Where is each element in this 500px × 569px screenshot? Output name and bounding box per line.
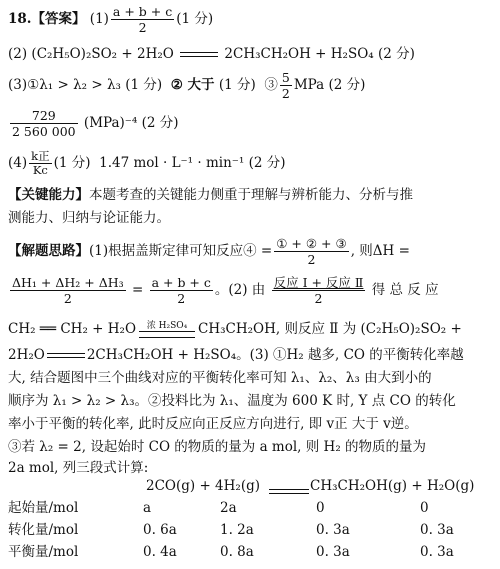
table-cell: 0. 3a — [316, 544, 350, 560]
thinking-line-4 — [8, 346, 464, 364]
hess-num: ① + ② + ③ — [276, 236, 347, 251]
part1-numerator: a + b + c — [112, 4, 173, 19]
condition-arrow — [139, 321, 195, 338]
condition-text: 浓 H₂SO₄ — [146, 321, 188, 331]
table-cell: a — [143, 500, 152, 516]
part4-fraction — [29, 150, 51, 177]
part1-label: (1) — [89, 11, 109, 27]
part3-3: ③ — [264, 77, 278, 93]
answer-tag: 【答案】 — [31, 11, 86, 27]
thinking-l3a: CH₂ ══ CH₂ + H₂O — [8, 321, 137, 337]
equation-rhs: CH₃CH₂OH(g) + H₂O(g) — [310, 478, 475, 494]
answer-line-4 — [8, 108, 179, 139]
equation-lhs: 2CO(g) + 4H₂(g) — [146, 478, 261, 494]
ability-line-2 — [8, 209, 170, 227]
part3-1-score: (1 分) — [125, 77, 163, 93]
abc-fraction — [150, 275, 213, 306]
thinking-line-8 — [8, 438, 426, 456]
table-cell: 0 — [420, 500, 429, 516]
table-row — [8, 498, 492, 518]
hess-fraction — [274, 236, 348, 267]
part4-label: (4) — [8, 155, 28, 171]
table-cell: 1. 2a — [220, 522, 254, 538]
part3-3-score: (2 分) — [328, 77, 366, 93]
condition-bar — [139, 331, 195, 338]
kp-unit: (MPa)⁻⁴ — [83, 115, 138, 131]
part3-label: (3) — [8, 77, 28, 93]
table-cell: 0. 4a — [143, 544, 177, 560]
part3-1: ①λ₁ > λ₂ > λ₃ — [27, 77, 121, 93]
thinking-line-9 — [8, 459, 148, 477]
kp-score: (2 分) — [141, 115, 179, 131]
part4-value: 1.47 mol · L⁻¹ · min⁻¹ — [99, 155, 245, 171]
thinking-l8: ③若 λ₂ = 2, 设起始时 CO 的物质的量为 a mol, 则 H₂ 的物质的量为 — [8, 439, 427, 455]
answer-line-2 — [8, 45, 415, 63]
part1-denominator: 2 — [138, 20, 147, 35]
thinking-line-1 — [8, 236, 410, 267]
kp-num: 729 — [10, 108, 78, 124]
table-cell: 0 — [316, 500, 325, 516]
thinking-l7: 率小于平衡的转化率, 此时反应向正反应方向进行, 即 v正 大于 v逆。 — [8, 416, 418, 432]
part3-frac-num: 5 — [281, 70, 290, 85]
thinking-line-3 — [8, 320, 462, 338]
thinking-tag: 【解题思路】 — [8, 243, 89, 259]
equation-row — [8, 476, 492, 496]
part4-den: Kc — [32, 163, 48, 177]
equilibrium-harpoon — [269, 487, 309, 497]
table-cell: 0. 8a — [220, 544, 254, 560]
double-line-arrow — [180, 50, 218, 60]
part1-score: (1 分) — [176, 11, 214, 27]
table-cell: 0. 3a — [420, 522, 454, 538]
kp-den: 2 560 000 — [12, 124, 76, 139]
part2-score: (2 分) — [377, 46, 415, 62]
thinking-l1b: , 则ΔH = — [350, 243, 410, 259]
thinking-l1a: (1)根据盖斯定律可知反应④ = — [89, 243, 273, 259]
thinking-l4a: 2H₂O — [8, 347, 45, 363]
thinking-l3b: CH₃CH₂OH, 则反应 Ⅱ 为 (C₂H₅O)₂SO₂ + — [198, 321, 462, 337]
thinking-equals: = — [131, 282, 144, 298]
reaction-num: 反应 Ⅰ + 反应 Ⅱ — [273, 275, 364, 290]
thinking-l2c: 得 总 反 应 — [371, 282, 439, 298]
table-cell: 2a — [220, 500, 237, 516]
part3-2-score: (1 分) — [218, 77, 256, 93]
thinking-l5: 大, 结合题图中三个曲线对应的平衡转化率可知 λ₁、λ₂、λ₃ 由大到小的 — [8, 370, 432, 386]
thinking-line-5 — [8, 369, 432, 387]
part2-label: (2) — [8, 46, 28, 62]
row-label: 起始量/mol — [8, 500, 79, 516]
thinking-line-6 — [8, 392, 456, 410]
part4-num: k正 — [31, 149, 50, 163]
hess-den: 2 — [307, 252, 316, 267]
part1-fraction — [111, 4, 174, 35]
part2-lhs: (C₂H₅O)₂SO₂ + 2H₂O — [31, 46, 174, 62]
ability-text-1: 本题考查的关键能力侧重于理解与辨析能力、分析与推 — [89, 187, 413, 203]
dh-num: ΔH₁ + ΔH₂ + ΔH₃ — [12, 275, 124, 290]
table-cell: 0. 3a — [316, 522, 350, 538]
thinking-l4b: 2CH₃CH₂OH + H₂SO₄。(3) ①H₂ 越多, CO 的平衡转化率越 — [86, 347, 464, 363]
table-row — [8, 542, 492, 562]
dh-fraction — [10, 275, 126, 306]
dh-den: 2 — [63, 291, 72, 306]
ability-line-1 — [8, 186, 413, 204]
thinking-l6: 顺序为 λ₁ > λ₂ > λ₃。②投料比为 λ₁、温度为 600 K 时, Y 点 CO 的转化 — [8, 393, 456, 409]
ability-tag: 【关键能力】 — [8, 187, 89, 203]
thinking-line-2 — [8, 275, 439, 306]
part3-unit: MPa — [293, 77, 325, 93]
table-cell: 0. 3a — [420, 544, 454, 560]
part2-rhs: 2CH₃CH₂OH + H₂SO₄ — [224, 46, 374, 62]
double-line-arrow-2 — [47, 351, 85, 361]
part4-score1: (1 分) — [53, 155, 91, 171]
kp-fraction — [10, 108, 78, 139]
table-cell: 0. 6a — [143, 522, 177, 538]
thinking-l9: 2a mol, 列三段式计算: — [8, 460, 149, 476]
answer-line-3 — [8, 70, 365, 101]
table-row — [8, 520, 492, 540]
abc-num: a + b + c — [151, 275, 211, 290]
part3-2: ② 大于 — [170, 77, 215, 93]
part3-fraction — [280, 70, 292, 101]
question-number: 18. — [8, 11, 32, 27]
row-label: 平衡量/mol — [8, 544, 79, 560]
part4-score2: (2 分) — [248, 155, 286, 171]
answer-line-5 — [8, 150, 286, 177]
abc-den: 2 — [177, 291, 186, 306]
thinking-l2b: 。(2) 由 — [214, 282, 266, 298]
ability-text-2: 测能力、归纳与论证能力。 — [8, 210, 170, 226]
answer-line-1 — [8, 4, 213, 35]
part3-frac-den: 2 — [281, 86, 290, 101]
reaction-den: 2 — [314, 291, 323, 306]
row-label: 转化量/mol — [8, 522, 79, 538]
thinking-line-7 — [8, 415, 418, 433]
reaction-fraction — [272, 275, 366, 306]
